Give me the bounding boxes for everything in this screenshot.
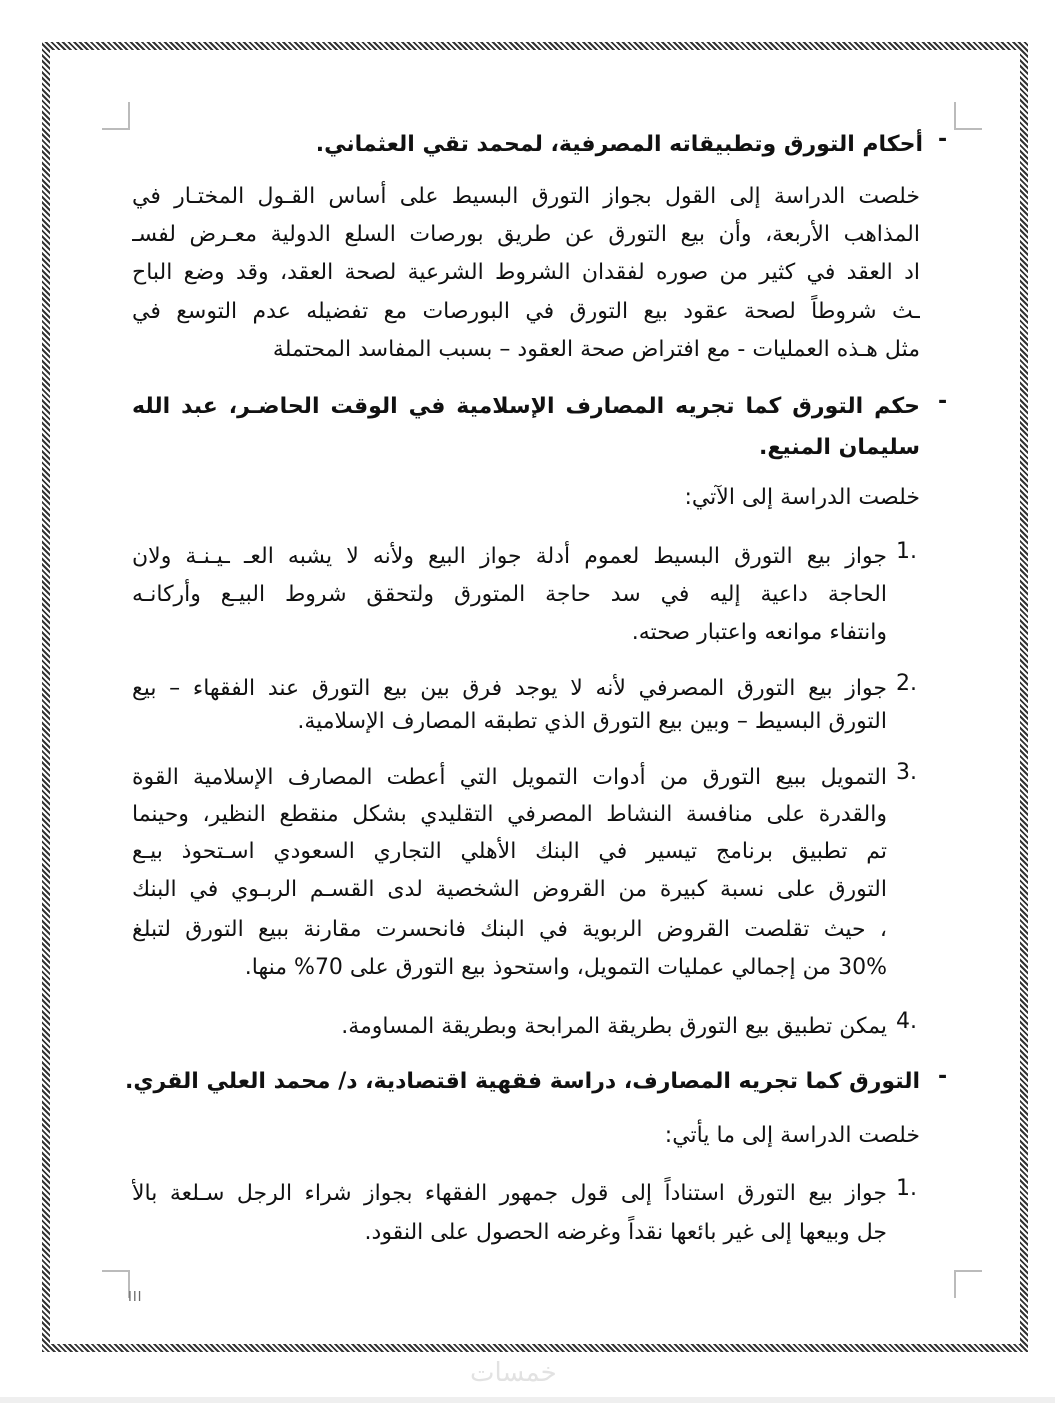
list-item-line: جواز بيع التورق المصرفي لأنه لا يوجد فرق بين بيع التورق عند الفقهاء – بيع bbox=[132, 676, 887, 701]
bullet-dash: - bbox=[938, 389, 948, 414]
section-heading: أحكام التورق وتطبيقاته المصرفية، لمحمد تقي العثماني. bbox=[315, 132, 923, 157]
list-number: 3. bbox=[896, 760, 917, 785]
margin-corner-mark bbox=[954, 102, 982, 130]
list-number: 1. bbox=[896, 539, 917, 564]
list-item-line: التورق البسيط – وبين بيع التورق الذي تطبقه المصارف الإسلامية. bbox=[297, 709, 887, 734]
paragraph-line: ـث شروطاً لصحة عقود بيع التورق في البورصات مع تفضيله عدم التوسع في bbox=[132, 299, 920, 324]
section-heading: التورق كما تجريه المصارف، دراسة فقهية اقتصادية، د/ محمد العلي القري. bbox=[124, 1069, 920, 1094]
list-item-line: التورق على نسبة كبيرة من القروض الشخصية لدى القسـم الربـوي في البنك bbox=[132, 877, 887, 902]
list-item-line: ، حيث تقلصت القروض الربوية في البنك فانحسرت مقارنة ببيع التورق لتبلغ bbox=[132, 917, 887, 942]
page-number: III bbox=[128, 1290, 143, 1305]
bullet-dash: - bbox=[938, 1064, 948, 1089]
section-heading: حكم التورق كما تجريه المصارف الإسلامية في الوقت الحاضـر، عبد الله bbox=[132, 394, 920, 419]
list-item-line: 30% من إجمالي عمليات التمويل، واستحوذ بيع التورق على 70% منها. bbox=[244, 955, 887, 980]
watermark: خمسات bbox=[470, 1358, 557, 1388]
list-item-line: يمكن تطبيق بيع التورق بطريقة المرابحة وبطريقة المساومة. bbox=[341, 1014, 887, 1039]
list-item-line: الحاجة داعية إليه في سد حاجة المتورق ولتحقق شروط البيـع وأركانـه bbox=[132, 582, 887, 607]
list-item-line: جواز بيع التورق استناداً إلى قول جمهور الفقهاء بجواز شراء الرجل سـلعة بالأ bbox=[132, 1181, 887, 1206]
list-item-line: تم تطبيق برنامج تيسير في البنك الأهلي التجاري السعودي اسـتحوذ بيـع bbox=[132, 839, 887, 864]
margin-corner-mark bbox=[102, 102, 130, 130]
intro-text: خلصت الدراسة إلى ما يأتي: bbox=[664, 1123, 920, 1148]
list-item-line: جل وبيعها إلى غير بائعها نقداً وغرضه الحصول على النقود. bbox=[364, 1220, 887, 1245]
paragraph-line: اد العقد في كثير من صوره لفقدان الشروط الشرعية لصحة العقد، وقد وضع الباح bbox=[132, 260, 920, 285]
margin-corner-mark bbox=[102, 1270, 130, 1298]
margin-corner-mark bbox=[954, 1270, 982, 1298]
list-item-line: وانتفاء موانعه واعتبار صحته. bbox=[631, 620, 887, 645]
section-heading: سليمان المنيع. bbox=[759, 435, 920, 460]
bullet-dash: - bbox=[938, 127, 948, 152]
paragraph-line: المذاهب الأربعة، وأن بيع التورق عن طريق بورصات السلع الدولية معـرض لفسـ bbox=[132, 222, 920, 247]
list-item-line: جواز بيع التورق البسيط لعموم أدلة جواز البيع ولأنه لا يشبه العـ ـيـنـة ولان bbox=[132, 544, 887, 569]
paragraph-line: خلصت الدراسة إلى القول بجواز التورق البسيط على أساس القـول المختـار في bbox=[132, 184, 920, 209]
list-number: 2. bbox=[896, 671, 917, 696]
bottom-bar bbox=[0, 1397, 1055, 1403]
list-number: 4. bbox=[896, 1009, 917, 1034]
list-item-line: والقدرة على منافسة النشاط المصرفي التقليدي بشكل منقطع النظير، وحينما bbox=[132, 802, 887, 827]
paragraph-line: مثل هـذه العمليات - مع افتراض صحة العقود – بسبب المفاسد المحتملة bbox=[272, 337, 920, 362]
list-item-line: التمويل ببيع التورق من أدوات التمويل التي أعطت المصارف الإسلامية القوة bbox=[132, 765, 887, 790]
intro-text: خلصت الدراسة إلى الآتي: bbox=[684, 485, 920, 510]
list-number: 1. bbox=[896, 1176, 917, 1201]
